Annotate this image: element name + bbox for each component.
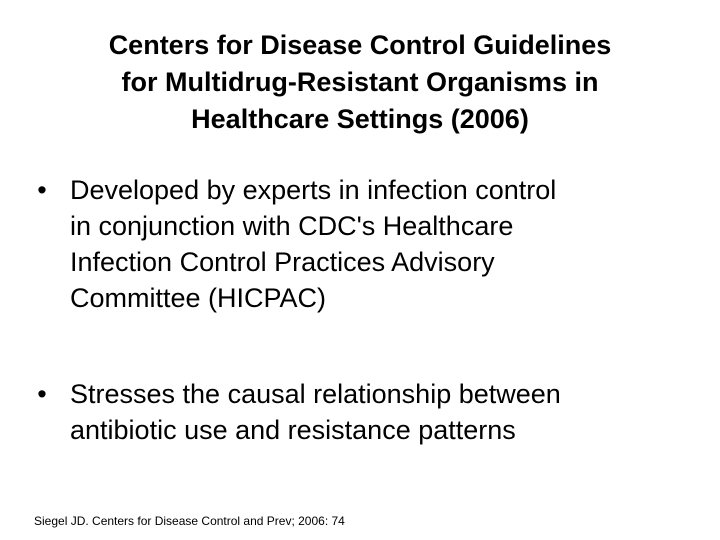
bullet-text-line: Stresses the causal relationship between [70, 379, 561, 409]
slide-title-line: Centers for Disease Control Guidelines [108, 30, 612, 60]
bullet-text-line: in conjunction with CDC's Healthcare [70, 211, 514, 241]
slide-title [20, 27, 700, 138]
slide-title-line: Healthcare Settings (2006) [191, 104, 529, 134]
bullet-text-line: Infection Control Practices Advisory [70, 247, 495, 277]
bullet-icon: • [37, 175, 47, 205]
bullet-text-line: antibiotic use and resistance patterns [70, 415, 516, 445]
slide-title-line: for Multidrug-Resistant Organisms in [121, 67, 599, 97]
bullet-icon: • [37, 379, 47, 409]
footer-citation: Siegel JD. Centers for Disease Control and Prev; 2006: 74 [34, 514, 345, 528]
bullet-item [30, 172, 700, 316]
bullet-item [30, 376, 700, 448]
bullet-list [30, 172, 700, 448]
bullet-text-line: Developed by experts in infection control [70, 175, 557, 205]
bullet-text-line: Committee (HICPAC) [70, 283, 327, 313]
